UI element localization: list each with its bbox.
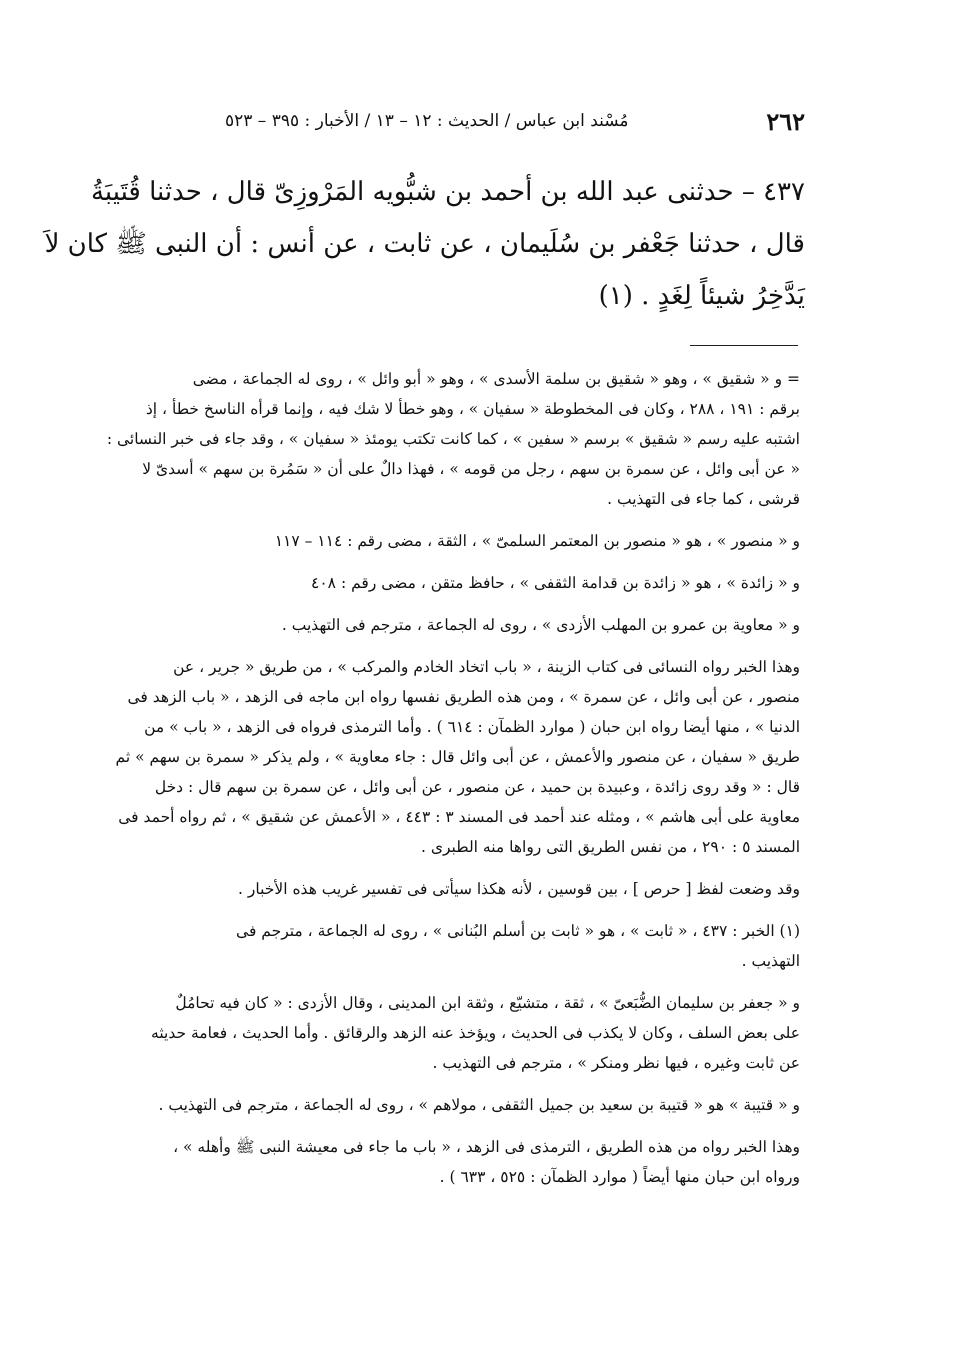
footnotes (106, 364, 800, 1192)
footnote-line: قال : « وقد روى زائدة ، وعبيدة بن حميد ، عن منصور ، عن أبى وائل ، عن سمرة بن سهم قال : دخل (154, 778, 800, 796)
page-number: ٢٦٢ (766, 106, 805, 136)
footnote-paragraph (135, 916, 800, 976)
running-head: مُسْند ابن عباس / الحديث : ١٢ – ١٣ / الأخبار : ٣٩٥ – ٥٢٣ (225, 111, 629, 131)
footnote-paragraph (135, 526, 800, 556)
footnote-line: المسند ٥ : ٢٩٠ ، من نفس الطريق التى رواها منه الطبرى . (421, 838, 800, 856)
footnote-line: = و « شقيق » ، وهو « شقيق بن سلمة الأسدى » ، وهو « أبو وائل » ، روى له الجماعة ، مضى (192, 370, 800, 388)
footnote-line: اشتبه عليه رسم « شقيق » برسم « سفين » ، كما كانت تكتب يومئذ « سفيان » ، وقد جاء فى خبر النسائى : (106, 430, 800, 448)
footnote-line: « عن أبى وائل ، عن سمرة بن سهم ، رجل من قومه » ، فهذا دالٌ على أن « سَمُرة بن سهم » أسدىّ لا (142, 460, 800, 478)
main-text-line: يَدَّخِرُ شيئاً لِغَدٍ . (١) (598, 281, 805, 311)
footnote-line: التهذيب . (741, 952, 800, 970)
hadith-main-text (44, 166, 805, 322)
footnote-separator (690, 345, 798, 346)
footnote-paragraph (135, 988, 800, 1078)
footnote-paragraph (135, 1132, 800, 1192)
footnote-line: و « منصور » ، هو « منصور بن المعتمر السلمىّ » ، الثقة ، مضى رقم : ١١٤ – ١١٧ (274, 532, 800, 550)
page-header (225, 104, 805, 138)
footnote-paragraph (135, 1090, 800, 1120)
footnote-paragraph (106, 364, 800, 514)
footnote-line: و « قتيبة » هو « قتيبة بن سعيد بن جميل الثقفى ، مولاهم » ، روى له الجماعة ، مترجم فى التهذيب . (158, 1096, 800, 1114)
footnote-line: قرشى ، كما جاء فى التهذيب . (607, 490, 800, 508)
footnote-line: على بعض السلف ، وكان لا يكذب فى الحديث ، ويؤخذ عنه الزهد والرقائق . وأما الحديث ، فعامة حديثه (151, 1024, 800, 1042)
footnote-paragraph (135, 568, 800, 598)
footnote-line: و « جعفر بن سليمان الضُّبَعىّ » ، ثقة ، متشيّع ، وثقة ابن المدينى ، وقال الأزدى : « كان فيه تحامُلٌ (175, 994, 800, 1012)
footnote-line: الدنيا » ، منها أيضا رواه ابن حبان ( موارد الظمآن : ٦١٤ ) . وأما الترمذى فرواه فى الزهد ، « باب » من (144, 718, 800, 736)
footnote-line: عن ثابت وغيره ، فيها نظر ومنكر » ، مترجم فى التهذيب . (432, 1054, 800, 1072)
footnote-line: منصور ، عن أبى وائل ، عن سمرة » ، ومن هذه الطريق نفسها رواه ابن ماجه فى الزهد ، « باب الزهد فى (127, 688, 800, 706)
main-text-line: قال ، حدثنا جَعْفر بن سُلَيمان ، عن ثابت ، عن أنس : أن النبى ﷺ كان لاَ (44, 229, 805, 259)
footnote-line: معاوية على أبى هاشم » ، ومثله عند أحمد فى المسند ٣ : ٤٤٣ ، « الأعمش عن شقيق » ، ثم رواه أحمد فى (118, 808, 800, 826)
footnote-line: و « معاوية بن عمرو بن المهلب الأزدى » ، روى له الجماعة ، مترجم فى التهذيب . (281, 616, 800, 634)
footnote-paragraph (115, 652, 800, 862)
footnote-paragraph (135, 874, 800, 904)
footnote-line: ورواه ابن حبان منها أيضاً ( موارد الظمآن : ٥٢٥ ، ٦٣٣ ) . (439, 1168, 800, 1186)
footnote-line: (١) الخبر : ٤٣٧ ، « ثابت » ، هو « ثابت بن أسلم البُنانى » ، روى له الجماعة ، مترجم فى (236, 922, 800, 940)
footnote-line: طريق « سفيان ، عن منصور والأعمش ، عن أبى وائل قال : جاء معاوية » ، ولم يذكر « سمرة بن سهم » ثم (115, 748, 800, 766)
footnote-line: وقد وضعت لفظ [ حرص ] ، بين قوسين ، لأنه هكذا سيأتى فى تفسير غريب هذه الأخبار . (238, 880, 800, 898)
footnote-paragraph (135, 610, 800, 640)
footnote-line: وهذا الخبر رواه النسائى فى كتاب الزينة ، « باب اتخاد الخادم والمركب » ، من طريق « جرير ، عن (173, 658, 800, 676)
footnote-line: برقم : ١٩١ ، ٢٨٨ ، وكان فى المخطوطة « سفيان » ، وهو خطأ لا شك فيه ، وإنما قرأه الناسخ خطأ ، إذ (145, 400, 800, 418)
main-text-line: ٤٣٧ – حدثنى عبد الله بن أحمد بن شبُّويه المَرْوزِىّ قال ، حدثنا قُتَيبَةُ (90, 177, 805, 207)
footnote-line: وهذا الخبر رواه من هذه الطريق ، الترمذى فى الزهد ، « باب ما جاء فى معيشة النبى ﷺ وأهله » ، (173, 1138, 800, 1156)
footnote-line: و « زائدة » ، هو « زائدة بن قدامة الثقفى » ، حافظ متقن ، مضى رقم : ٤٠٨ (311, 574, 800, 592)
